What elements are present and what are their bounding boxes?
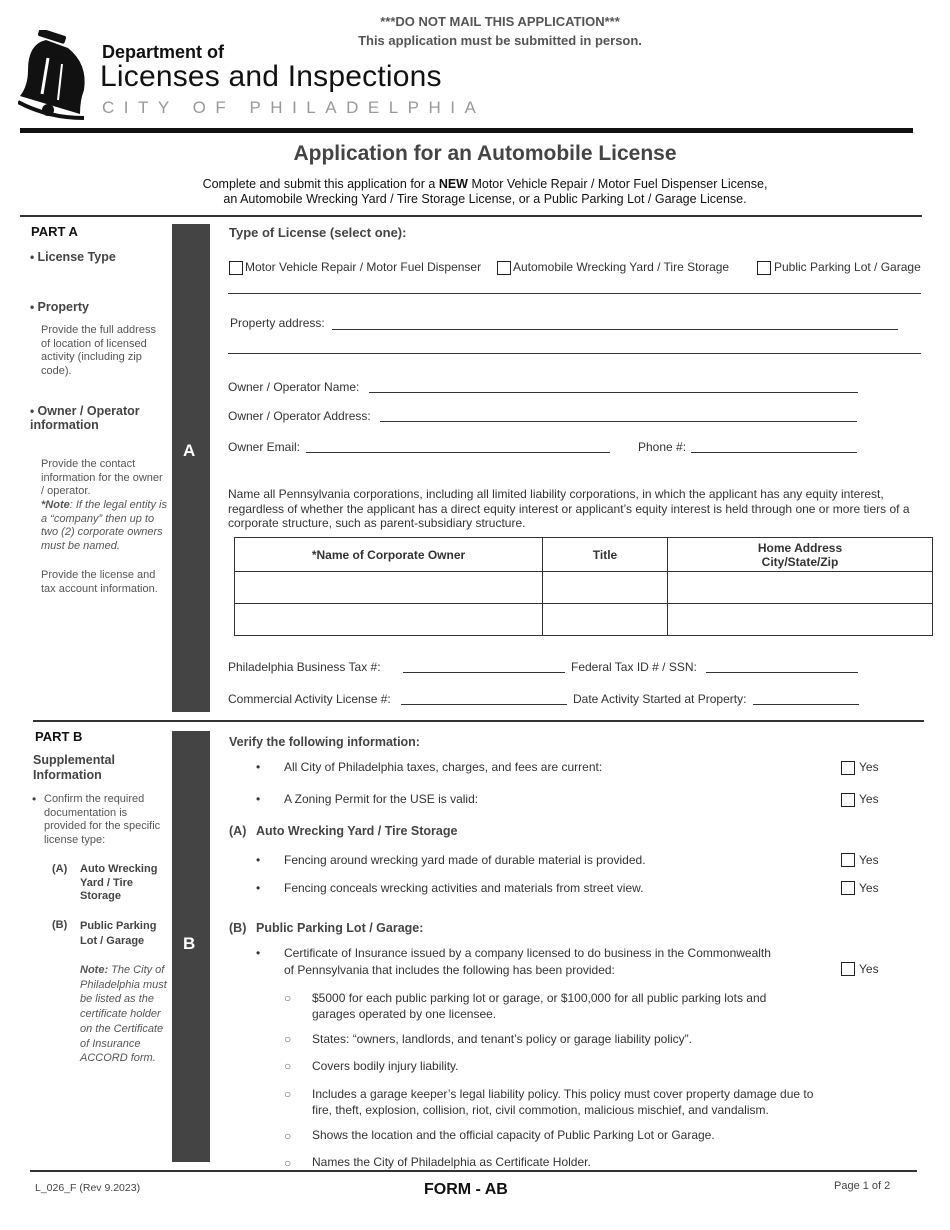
yes-label: Yes — [859, 962, 879, 976]
date-started-label: Date Activity Started at Property: — [573, 692, 747, 706]
owner-name-field[interactable] — [369, 392, 858, 393]
license-option-wrecking-label: Automobile Wrecking Yard / Tire Storage — [513, 260, 730, 274]
side-a-label: (A) — [52, 863, 68, 875]
biz-tax-field[interactable] — [403, 672, 565, 673]
table-row — [235, 572, 933, 604]
side-owner: • Owner / Operator information — [30, 404, 140, 432]
license-option-repair-label: Motor Vehicle Repair / Motor Fuel Dispenser — [245, 260, 482, 274]
notice-line-2: This application must be submitted in person. — [358, 33, 642, 48]
circle-bullet: ○ — [284, 1156, 292, 1170]
footer-rule — [30, 1170, 917, 1172]
phone-field[interactable] — [691, 452, 857, 453]
certificate-line-1: Certificate of Insurance issued by a company licensed to do business in the Commonwealth — [284, 946, 771, 960]
side-property-desc: Provide the full address of location of licensed activity (including zip code). — [41, 324, 156, 377]
divider-line — [228, 353, 921, 354]
side-b-text: Public Parking Lot / Garage — [80, 920, 157, 947]
fed-tax-field[interactable] — [706, 672, 858, 673]
table-cell[interactable] — [543, 572, 668, 604]
side-property: • Property — [30, 300, 89, 314]
owner-address-label: Owner / Operator Address: — [228, 409, 371, 423]
bullet-dot: • — [256, 946, 261, 960]
sub-item-coverage-amount: $5000 for each public parking lot or garage, or $100,000 for all public parking lots and garages operated by one licensee. — [312, 991, 767, 1021]
phone-label: Phone #: — [638, 440, 687, 454]
property-address-field[interactable] — [332, 329, 898, 330]
table-cell[interactable] — [668, 604, 933, 636]
yes-label: Yes — [859, 792, 879, 806]
owner-address-field[interactable] — [380, 421, 857, 422]
table-header-name: *Name of Corporate Owner — [235, 538, 543, 572]
license-option-parking-checkbox[interactable] — [757, 261, 771, 275]
side-license-type: • License Type — [30, 250, 116, 264]
section-a-title: Auto Wrecking Yard / Tire Storage — [256, 824, 458, 838]
section-b-title: Public Parking Lot / Garage: — [256, 921, 424, 935]
verify-zoning-checkbox[interactable] — [841, 793, 855, 807]
part-a-heading: PART A — [31, 224, 78, 239]
certificate-checkbox[interactable] — [841, 962, 855, 976]
circle-bullet: ○ — [284, 1129, 292, 1143]
side-owner-desc: Provide the contact information for the owner / operator. — [41, 458, 163, 497]
sub-item-certificate-holder: Names the City of Philadelphia as Certificate Holder. — [312, 1155, 591, 1169]
license-option-parking-label: Public Parking Lot / Garage — [774, 260, 921, 274]
owner-name-label: Owner / Operator Name: — [228, 380, 360, 394]
sub-item-location: Shows the location and the official capacity of Public Parking Lot or Garage. — [312, 1128, 715, 1142]
sub-item-states: States: “owners, landlords, and tenant’s policy or garage liability policy”. — [312, 1032, 692, 1046]
liberty-bell-icon — [18, 30, 96, 120]
city-name: CITY OF PHILADELPHIA — [102, 98, 486, 117]
sub-item-garage-keeper: Includes a garage keeper’s legal liability policy. This policy must cover property damage due to fire, theft, explosion, collision, riot, civil commotion, malicious mischief, and vandalism. — [312, 1087, 814, 1117]
owner-email-label: Owner Email: — [228, 440, 301, 454]
license-type-heading: Type of License (select one): — [229, 225, 407, 240]
section-divider — [20, 215, 922, 217]
circle-bullet: ○ — [284, 991, 292, 1005]
part-b-heading: PART B — [35, 729, 83, 744]
date-started-field[interactable] — [753, 704, 859, 705]
table-cell[interactable] — [235, 572, 543, 604]
section-b-label: (B) — [229, 921, 247, 935]
yes-label: Yes — [859, 853, 879, 867]
yes-label: Yes — [859, 881, 879, 895]
side-confirm: • Confirm the required documentation is provided for the specific license type: — [32, 792, 161, 846]
license-option-wrecking-checkbox[interactable] — [497, 261, 511, 275]
side-supplemental: Supplemental Information — [33, 753, 115, 782]
part-a-letter: A — [183, 441, 196, 460]
side-a-text: Auto Wrecking Yard / Tire Storage — [80, 863, 158, 902]
table-row — [235, 604, 933, 636]
part-b-letter: B — [183, 934, 196, 953]
sub-item-bodily-injury: Covers bodily injury liability. — [312, 1059, 459, 1073]
page-number: Page 1 of 2 — [834, 1180, 891, 1192]
corporation-instructions: Name all Pennsylvania corporations, including all limited liability corporations, in which the applicant has any equity interest, regardless of whether the applicant has a direct equity interest or applicant’s equity interest is held through one or more tiers of a corporate structure, such as parent-subsidiary structure. — [228, 487, 910, 530]
table-cell[interactable] — [235, 604, 543, 636]
side-tax-desc: Provide the license and tax account information. — [41, 569, 158, 595]
notice-line-1: ***DO NOT MAIL THIS APPLICATION*** — [380, 14, 620, 29]
side-b-label: (B) — [52, 919, 68, 931]
fed-tax-label: Federal Tax ID # / SSN: — [571, 660, 697, 674]
section-a-label: (A) — [229, 824, 247, 838]
circle-bullet: ○ — [284, 1059, 292, 1073]
table-cell[interactable] — [668, 572, 933, 604]
side-owner-note: *Note: If the legal entity is a “company” then up to two (2) corporate owners must be named. — [41, 499, 167, 552]
form-code: L_026_F (Rev 9.2023) — [35, 1182, 141, 1194]
dept-name: Licenses and Inspections — [100, 60, 442, 93]
form-name: FORM - AB — [424, 1181, 508, 1198]
table-header-address: Home Address City/State/Zip — [668, 538, 933, 572]
certificate-line-2: of Pennsylvania that includes the following has been provided: — [284, 963, 615, 977]
part-a-bar — [172, 224, 210, 712]
circle-bullet: ○ — [284, 1032, 292, 1046]
cal-label: Commercial Activity License #: — [228, 692, 391, 706]
dept-of: Department of — [102, 42, 225, 62]
yes-label: Yes — [859, 760, 879, 774]
side-b-note: Note: The City of Philadelphia must be listed as the certificate holder on the Certificate of Insurance ACCORD form. — [80, 964, 167, 1065]
corporate-owners-table — [234, 537, 933, 636]
table-header-title: Title — [543, 538, 668, 572]
part-divider — [33, 720, 924, 722]
property-address-label: Property address: — [230, 316, 325, 330]
fencing-conceals-checkbox[interactable] — [841, 881, 855, 895]
fencing-durable-checkbox[interactable] — [841, 853, 855, 867]
divider-line — [228, 293, 921, 294]
intro-text: Complete and submit this application for a NEW Motor Vehicle Repair / Motor Fuel Dispenser License, an Automobile Wrecking Yard / Tire Storage License, or a Public Parking Lot / Garage License. — [202, 177, 768, 206]
verify-taxes-checkbox[interactable] — [841, 761, 855, 775]
header-rule — [20, 128, 913, 133]
page-title: Application for an Automobile License — [293, 142, 677, 165]
verify-heading: Verify the following information: — [229, 735, 420, 749]
biz-tax-label: Philadelphia Business Tax #: — [228, 660, 381, 674]
cal-field[interactable] — [401, 704, 567, 705]
owner-email-field[interactable] — [306, 452, 610, 453]
circle-bullet: ○ — [284, 1087, 292, 1101]
license-option-repair-checkbox[interactable] — [229, 261, 243, 275]
table-cell[interactable] — [543, 604, 668, 636]
